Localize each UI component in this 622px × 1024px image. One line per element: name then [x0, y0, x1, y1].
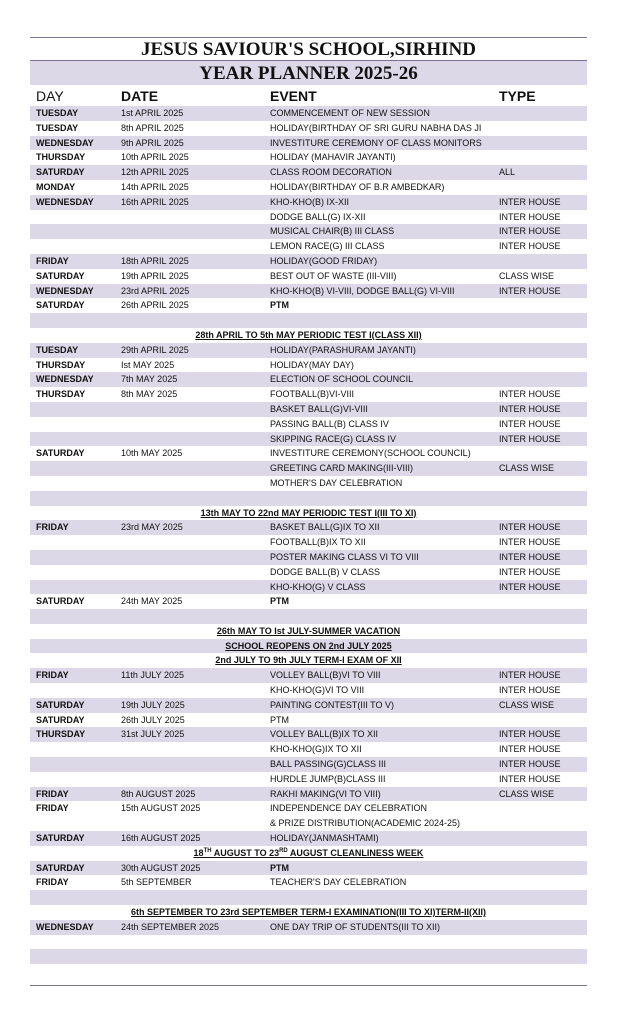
- row-day: FRIDAY: [36, 670, 69, 681]
- planner-row: [30, 949, 587, 964]
- row-day: THURSDAY: [36, 389, 86, 400]
- row-date: 19th JULY 2025: [121, 699, 185, 710]
- planner-row: [30, 683, 587, 698]
- row-event: HOLIDAY(MAY DAY): [270, 359, 354, 370]
- planner-row: [30, 150, 587, 165]
- section-heading-row: [30, 653, 587, 668]
- row-event: HURDLE JUMP(B)CLASS III: [270, 773, 386, 784]
- section-heading-row: [30, 846, 587, 861]
- planner-row: [30, 491, 587, 506]
- row-event: ONE DAY TRIP OF STUDENTS(III TO XII): [270, 921, 441, 932]
- row-day: THURSDAY: [36, 152, 86, 163]
- planner-row: [30, 964, 587, 979]
- planner-row: [30, 446, 587, 461]
- planner-row: [30, 476, 587, 491]
- row-type: INTER HOUSE: [499, 551, 561, 562]
- row-event: RAKHI MAKING(VI TO VIII): [270, 788, 381, 799]
- row-event: TEACHER'S DAY CELEBRATION: [270, 877, 407, 888]
- row-date: 16th AUGUST 2025: [121, 833, 201, 844]
- planner-row: [30, 801, 587, 831]
- row-event: HOLIDAY(BIRTHDAY OF SRI GURU NABHA DAS JI: [270, 122, 482, 133]
- row-day: TUESDAY: [36, 122, 79, 133]
- planner-row: [30, 875, 587, 890]
- section-heading-row: [30, 624, 587, 639]
- row-day: TUESDAY: [36, 108, 79, 118]
- planner-row: [30, 698, 587, 713]
- row-type: INTER HOUSE: [499, 241, 561, 252]
- row-type: CLASS WISE: [499, 788, 555, 799]
- planner-row: [30, 713, 587, 728]
- row-type: INTER HOUSE: [499, 403, 561, 414]
- planner-rows: [30, 106, 587, 979]
- row-day: FRIDAY: [36, 522, 69, 533]
- row-event-continued: & PRIZE DISTRIBUTION(ACADEMIC 2024-25): [270, 818, 461, 829]
- planner-row: [30, 298, 587, 313]
- row-event: DODGE BALL(B) V CLASS: [270, 566, 381, 577]
- row-date: 14th APRIL 2025: [121, 181, 189, 192]
- planner-row: [30, 343, 587, 358]
- row-day: SATURDAY: [36, 833, 85, 844]
- row-event: PAINTING CONTEST(III TO V): [270, 699, 395, 710]
- row-event: KHO-KHO(B) IX-XII: [270, 196, 350, 207]
- planner-row: [30, 372, 587, 387]
- planner-row: [30, 313, 587, 328]
- section-heading-row: [30, 639, 587, 654]
- row-day: SATURDAY: [36, 714, 85, 725]
- row-type: CLASS WISE: [499, 270, 555, 281]
- row-date: 8th AUGUST 2025: [121, 788, 196, 799]
- row-day: MONDAY: [36, 181, 76, 192]
- row-type: INTER HOUSE: [499, 729, 561, 740]
- column-header-type: TYPE: [499, 88, 536, 104]
- row-date: 31st JULY 2025: [121, 729, 185, 740]
- row-day: WEDNESDAY: [36, 921, 94, 932]
- planner-row: [30, 535, 587, 550]
- section-heading: 2nd JULY TO 9th JULY TERM-I EXAM OF XII: [215, 655, 402, 666]
- row-date: 11th JULY 2025: [121, 670, 185, 681]
- row-event: INVESTITURE CEREMONY(SCHOOL COUNCIL): [270, 448, 471, 459]
- row-type: INTER HOUSE: [499, 226, 561, 237]
- section-heading: 18TH AUGUST TO 23RD AUGUST CLEANLINESS WEEK: [193, 847, 424, 858]
- planner-row: [30, 580, 587, 595]
- row-date: 23rd APRIL 2025: [121, 285, 190, 296]
- planner-row: [30, 195, 587, 210]
- school-name: JESUS SAVIOUR'S SCHOOL,SIRHIND: [30, 38, 587, 61]
- row-day: FRIDAY: [36, 877, 69, 888]
- planner-row: [30, 284, 587, 299]
- row-event: KHO-KHO(B) VI-VIII, DODGE BALL(G) VI-VIII: [270, 285, 455, 296]
- row-date: 15th AUGUST 2025: [121, 803, 201, 814]
- planner-row: [30, 121, 587, 136]
- row-event: HOLIDAY(JANMASHTAMI): [270, 833, 379, 844]
- row-date: 8th MAY 2025: [121, 389, 178, 400]
- row-day: TUESDAY: [36, 344, 79, 355]
- row-date: 18th APRIL 2025: [121, 255, 189, 266]
- planner-row: [30, 757, 587, 772]
- row-date: 7th MAY 2025: [121, 374, 178, 385]
- planner-row: [30, 609, 587, 624]
- row-day: SATURDAY: [36, 270, 85, 281]
- row-event: ELECTION OF SCHOOL COUNCIL: [270, 374, 414, 385]
- row-date: 26th APRIL 2025: [121, 300, 189, 311]
- row-event: BASKET BALL(G)IX TO XII: [270, 522, 380, 533]
- row-event: COMMENCEMENT OF NEW SESSION: [270, 108, 430, 118]
- row-date: 12th APRIL 2025: [121, 167, 189, 178]
- row-event: DODGE BALL(G) IX-XII: [270, 211, 366, 222]
- row-date: 26th JULY 2025: [121, 714, 185, 725]
- row-day: SATURDAY: [36, 167, 85, 178]
- row-event: KHO-KHO(G) V CLASS: [270, 581, 366, 592]
- row-day: SATURDAY: [36, 862, 85, 873]
- planner-row: [30, 920, 587, 935]
- section-heading-row: [30, 506, 587, 521]
- row-day: SATURDAY: [36, 448, 85, 459]
- planner-row: [30, 224, 587, 239]
- row-event: PTM: [270, 300, 289, 311]
- planner-row: [30, 772, 587, 787]
- row-day: SATURDAY: [36, 699, 85, 710]
- row-type: INTER HOUSE: [499, 744, 561, 755]
- row-event: HOLIDAY (MAHAVIR JAYANTI): [270, 152, 396, 163]
- planner-row: [30, 727, 587, 742]
- row-event: HOLIDAY(GOOD FRIDAY): [270, 255, 378, 266]
- planner-row: [30, 935, 587, 950]
- row-date: 24th MAY 2025: [121, 596, 183, 607]
- row-day: FRIDAY: [36, 803, 69, 814]
- planner-row: [30, 565, 587, 580]
- row-event: INDEPENDENCE DAY CELEBRATION: [270, 803, 428, 814]
- row-event: VOLLEY BALL(B)VI TO VIII: [270, 670, 381, 681]
- row-type: INTER HOUSE: [499, 285, 561, 296]
- planner-row: [30, 594, 587, 609]
- section-heading: 6th SEPTEMBER TO 23rd SEPTEMBER TERM-I EXAMINATION(III TO XI)TERM-II(XII): [130, 907, 487, 918]
- row-type: INTER HOUSE: [499, 418, 561, 429]
- row-day: FRIDAY: [36, 255, 69, 266]
- row-event: PTM: [270, 596, 289, 607]
- planner-title: YEAR PLANNER 2025-26: [30, 61, 587, 85]
- row-date: 23rd MAY 2025: [121, 522, 183, 533]
- row-date: 29th APRIL 2025: [121, 344, 189, 355]
- row-type: INTER HOUSE: [499, 685, 561, 696]
- row-event: KHO-KHO(G)VI TO VIII: [270, 685, 365, 696]
- row-date: 8th APRIL 2025: [121, 122, 184, 133]
- planner-row: [30, 890, 587, 905]
- row-day: THURSDAY: [36, 729, 86, 740]
- year-planner-sheet: [30, 37, 587, 986]
- row-type: INTER HOUSE: [499, 389, 561, 400]
- row-event: INVESTITURE CEREMONY OF CLASS MONITORS: [270, 137, 482, 148]
- row-day: FRIDAY: [36, 788, 69, 799]
- row-date: 10th MAY 2025: [121, 448, 183, 459]
- row-type: INTER HOUSE: [499, 196, 561, 207]
- planner-row: [30, 861, 587, 876]
- planner-row: [30, 165, 587, 180]
- planner-row: [30, 432, 587, 447]
- column-header-day: DAY: [36, 88, 64, 104]
- row-event: CLASS ROOM DECORATION: [270, 167, 392, 178]
- row-day: WEDNESDAY: [36, 137, 94, 148]
- planner-row: [30, 550, 587, 565]
- row-event: BALL PASSING(G)CLASS III: [270, 759, 387, 770]
- row-event: HOLIDAY(PARASHURAM JAYANTI): [270, 344, 416, 355]
- planner-row: [30, 180, 587, 195]
- row-date: 19th APRIL 2025: [121, 270, 189, 281]
- row-day: THURSDAY: [36, 359, 86, 370]
- row-date: 9th APRIL 2025: [121, 137, 184, 148]
- row-type: INTER HOUSE: [499, 773, 561, 784]
- planner-row: [30, 742, 587, 757]
- row-event: HOLIDAY(BIRTHDAY OF B.R AMBEDKAR): [270, 181, 445, 192]
- row-type: INTER HOUSE: [499, 759, 561, 770]
- row-event: LEMON RACE(G) III CLASS: [270, 241, 385, 252]
- planner-row: [30, 387, 587, 402]
- row-event: VOLLEY BALL(B)IX TO XII: [270, 729, 379, 740]
- row-day: WEDNESDAY: [36, 285, 94, 296]
- row-event: MUSICAL CHAIR(B) III CLASS: [270, 226, 395, 237]
- planner-row: [30, 461, 587, 476]
- planner-row: [30, 417, 587, 432]
- section-heading-row: [30, 328, 587, 343]
- row-event: PASSING BALL(B) CLASS IV: [270, 418, 389, 429]
- row-day: SATURDAY: [36, 300, 85, 311]
- row-type: INTER HOUSE: [499, 537, 561, 548]
- planner-row: [30, 136, 587, 151]
- row-event: POSTER MAKING CLASS VI TO VIII: [270, 551, 419, 562]
- row-event: KHO-KHO(G)IX TO XII: [270, 744, 362, 755]
- section-heading-row: [30, 905, 587, 920]
- section-heading: 13th MAY TO 22nd MAY PERIODIC TEST I(III TO XI): [200, 507, 417, 518]
- row-type: INTER HOUSE: [499, 670, 561, 681]
- row-event: FOOTBALL(B)VI-VIII: [270, 389, 355, 400]
- planner-row: [30, 106, 587, 121]
- row-date: 24th SEPTEMBER 2025: [121, 921, 220, 932]
- planner-row: [30, 831, 587, 846]
- row-event: SKIPPING RACE(G) CLASS IV: [270, 433, 397, 444]
- row-day: WEDNESDAY: [36, 196, 94, 207]
- row-event: GREETING CARD MAKING(III-VIII): [270, 463, 414, 474]
- row-event: PTM: [270, 714, 289, 725]
- row-type: CLASS WISE: [499, 463, 555, 474]
- planner-row: [30, 269, 587, 284]
- planner-row: [30, 210, 587, 225]
- row-date: 1st APRIL 2025: [121, 108, 184, 118]
- bottom-rule: [30, 985, 587, 986]
- column-header-row: [30, 85, 587, 106]
- row-type: CLASS WISE: [499, 699, 555, 710]
- row-event: MOTHER'S DAY CELEBRATION: [270, 477, 403, 488]
- planner-row: [30, 787, 587, 802]
- section-heading: 26th MAY TO Ist JULY-SUMMER VACATION: [216, 625, 401, 636]
- row-event: BEST OUT OF WASTE (III-VIII): [270, 270, 397, 281]
- planner-row: [30, 358, 587, 373]
- row-date: Ist MAY 2025: [121, 359, 175, 370]
- row-event: PTM: [270, 862, 289, 873]
- column-header-date: DATE: [121, 88, 159, 104]
- planner-row: [30, 239, 587, 254]
- planner-row: [30, 520, 587, 535]
- planner-row: [30, 402, 587, 417]
- row-type: INTER HOUSE: [499, 581, 561, 592]
- column-header-event: EVENT: [270, 88, 317, 104]
- row-event: FOOTBALL(B)IX TO XII: [270, 537, 366, 548]
- row-date: 30th AUGUST 2025: [121, 862, 201, 873]
- row-day: WEDNESDAY: [36, 374, 94, 385]
- section-heading: SCHOOL REOPENS ON 2nd JULY 2025: [225, 640, 392, 651]
- row-date: 16th APRIL 2025: [121, 196, 189, 207]
- row-date: 10th APRIL 2025: [121, 152, 189, 163]
- row-type: INTER HOUSE: [499, 522, 561, 533]
- row-date: 5th SEPTEMBER: [121, 877, 192, 888]
- section-heading: 28th APRIL TO 5th MAY PERIODIC TEST I(CLASS XII): [195, 329, 422, 340]
- row-type: ALL: [499, 167, 516, 178]
- row-type: INTER HOUSE: [499, 433, 561, 444]
- planner-row: [30, 668, 587, 683]
- row-event: BASKET BALL(G)VI-VIII: [270, 403, 368, 414]
- row-type: INTER HOUSE: [499, 211, 561, 222]
- row-type: INTER HOUSE: [499, 566, 561, 577]
- planner-row: [30, 254, 587, 269]
- row-day: SATURDAY: [36, 596, 85, 607]
